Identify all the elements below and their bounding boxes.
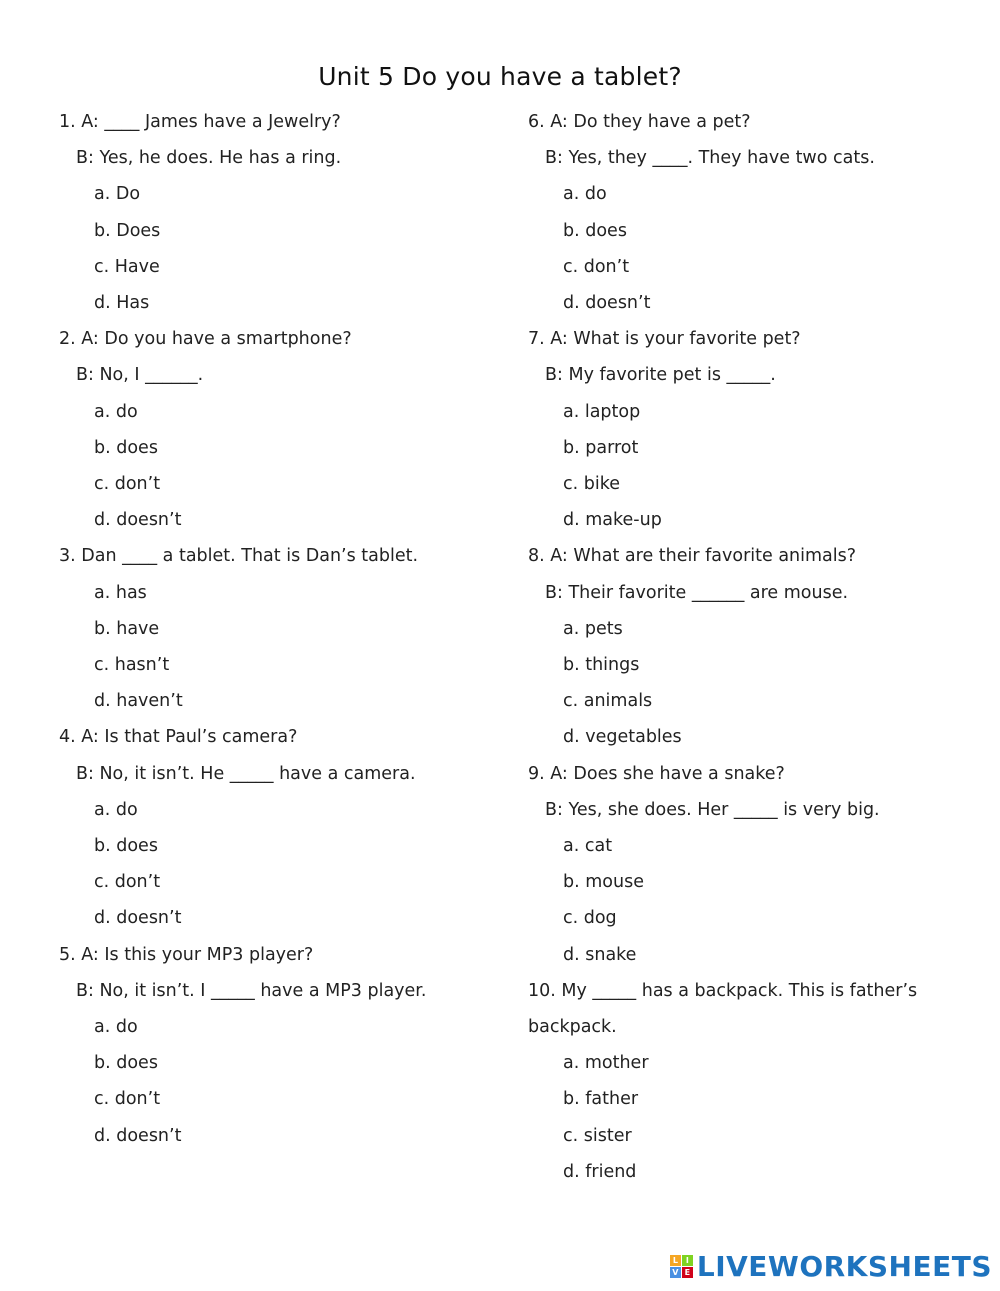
question-6	[528, 104, 958, 321]
question-text: 3. Dan ____ a tablet. That is Dan’s tablet.	[59, 546, 419, 567]
option-c[interactable]: c. dog	[563, 908, 617, 929]
question-text: 1. A: ____ James have a Jewelry?	[59, 112, 341, 132]
option-b[interactable]: b. have	[94, 618, 160, 639]
question-text: 7. A: What is your favorite pet?	[528, 329, 801, 350]
option-d[interactable]: d. friend	[563, 1161, 637, 1182]
question-4	[59, 719, 499, 936]
logo-block: I	[682, 1255, 693, 1266]
question-1	[59, 104, 499, 321]
answer-line: B: Their favorite ______ are mouse.	[545, 582, 849, 603]
option-d[interactable]: d. snake	[563, 944, 637, 965]
question-text: 8. A: What are their favorite animals?	[528, 546, 857, 567]
option-a[interactable]: a. pets	[563, 618, 623, 639]
logo-blocks-icon	[670, 1255, 693, 1278]
option-d[interactable]: d. haven’t	[94, 691, 183, 712]
option-c[interactable]: c. Have	[94, 256, 160, 277]
option-d[interactable]: d. doesn’t	[563, 293, 651, 314]
option-c[interactable]: c. don’t	[94, 872, 161, 893]
question-8	[528, 538, 958, 755]
option-c[interactable]: c. don’t	[563, 256, 630, 277]
option-a[interactable]: a. do	[94, 799, 138, 820]
brand-name: LIVEWORKSHEETS	[696, 1250, 992, 1283]
option-c[interactable]: c. animals	[563, 691, 653, 712]
question-7	[528, 321, 958, 538]
left-column	[59, 104, 499, 1154]
option-d[interactable]: d. doesn’t	[94, 908, 182, 929]
answer-line: B: Yes, he does. He has a ring.	[76, 148, 342, 169]
answer-line: B: My favorite pet is _____.	[545, 365, 776, 386]
option-a[interactable]: a. Do	[94, 184, 141, 205]
option-c[interactable]: c. hasn’t	[94, 655, 170, 676]
option-a[interactable]: a. laptop	[563, 401, 641, 422]
answer-line: B: No, it isn’t. He _____ have a camera.	[76, 763, 416, 784]
option-b[interactable]: b. Does	[94, 220, 161, 241]
option-b[interactable]: b. mouse	[563, 872, 644, 893]
question-10	[528, 973, 958, 1190]
option-b[interactable]: b. father	[563, 1089, 639, 1110]
option-a[interactable]: a. do	[563, 184, 607, 205]
question-text: 5. A: Is this your MP3 player?	[59, 944, 314, 965]
option-a[interactable]: a. do	[94, 1017, 138, 1038]
option-d[interactable]: d. doesn’t	[94, 1125, 182, 1146]
option-a[interactable]: a. do	[94, 401, 138, 422]
option-a[interactable]: a. has	[94, 582, 147, 603]
question-text: 9. A: Does she have a snake?	[528, 763, 785, 784]
logo-block: E	[682, 1267, 693, 1278]
question-2	[59, 321, 499, 538]
question-text: 6. A: Do they have a pet?	[528, 112, 751, 132]
answer-line: B: Yes, they ____. They have two cats.	[545, 148, 875, 169]
question-9	[528, 756, 958, 973]
question-text: 4. A: Is that Paul’s camera?	[59, 727, 298, 748]
page-title: Unit 5 Do you have a tablet?	[318, 62, 682, 91]
question-3	[59, 538, 499, 719]
question-5	[59, 937, 499, 1154]
option-c[interactable]: c. sister	[563, 1125, 632, 1146]
question-text: 2. A: Do you have a smartphone?	[59, 329, 352, 350]
option-c[interactable]: c. bike	[563, 474, 620, 495]
option-b[interactable]: b. parrot	[563, 437, 639, 458]
option-d[interactable]: d. Has	[94, 293, 150, 314]
option-a[interactable]: a. mother	[563, 1053, 649, 1074]
question-text-line-1: 10. My _____ has a backpack. This is father’s	[528, 980, 918, 1001]
liveworksheets-logo	[670, 1250, 992, 1283]
option-d[interactable]: d. doesn’t	[94, 510, 182, 531]
option-b[interactable]: b. does	[94, 437, 158, 458]
option-c[interactable]: c. don’t	[94, 1089, 161, 1110]
option-c[interactable]: c. don’t	[94, 474, 161, 495]
right-column	[528, 104, 958, 1190]
logo-block: L	[670, 1255, 681, 1266]
answer-line: B: No, I ______.	[76, 365, 204, 386]
option-d[interactable]: d. vegetables	[563, 727, 682, 748]
option-a[interactable]: a. cat	[563, 836, 613, 857]
option-b[interactable]: b. does	[94, 836, 158, 857]
question-text-line-2: backpack.	[528, 1017, 617, 1038]
option-d[interactable]: d. make-up	[563, 510, 662, 531]
option-b[interactable]: b. does	[563, 220, 627, 241]
option-b[interactable]: b. things	[563, 655, 640, 676]
answer-line: B: No, it isn’t. I _____ have a MP3 player.	[76, 980, 427, 1001]
logo-block: V	[670, 1267, 681, 1278]
option-b[interactable]: b. does	[94, 1053, 158, 1074]
answer-line: B: Yes, she does. Her _____ is very big.	[545, 799, 880, 820]
